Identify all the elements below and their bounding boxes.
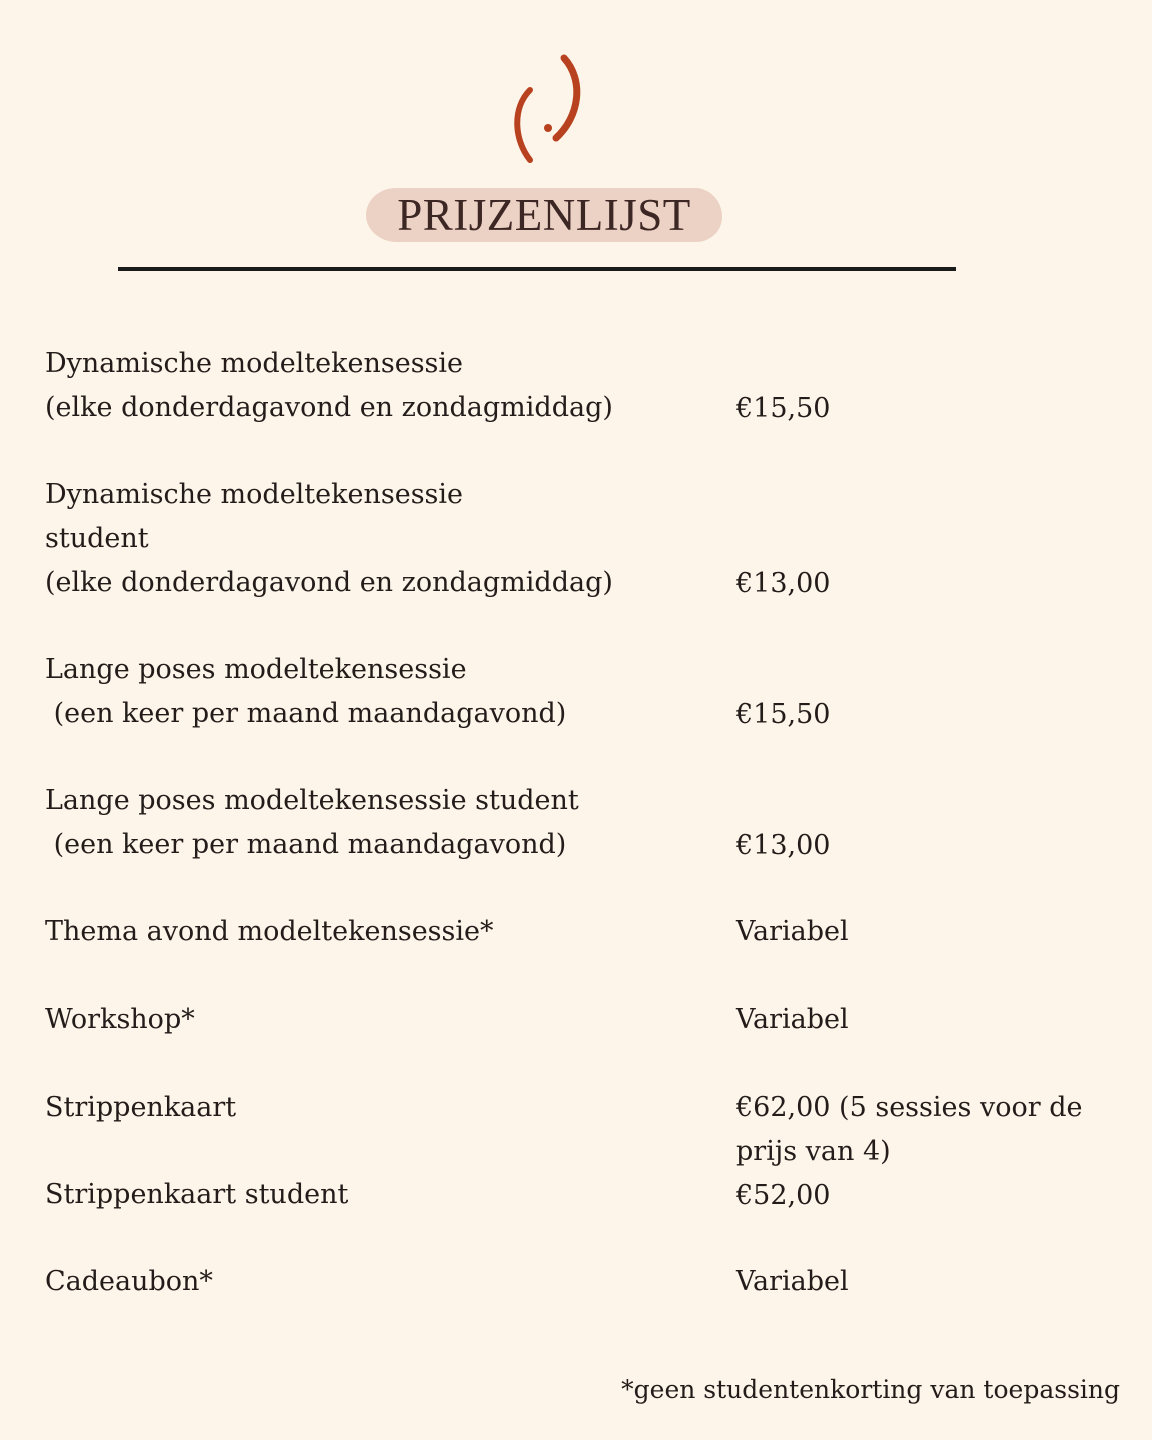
item-7-price-line-1: €62,00 (5 sessies voor de: [736, 1092, 1083, 1123]
item-1-name-line-1: Dynamische modeltekensessie: [45, 348, 464, 379]
item-9-price: Variabel: [736, 1266, 849, 1297]
title-badge: [366, 188, 722, 242]
item-4-name-line-2: (een keer per maand maandagavond): [45, 829, 567, 860]
item-8-price: €52,00: [736, 1180, 831, 1211]
item-7-name: Strippenkaart: [45, 1092, 237, 1123]
footnote: *geen studentenkorting van toepassing: [621, 1375, 1120, 1404]
item-6-price: Variabel: [736, 1004, 849, 1035]
item-5-name: Thema avond modeltekensessie*: [45, 916, 494, 947]
item-3-name-line-1: Lange poses modeltekensessie: [45, 654, 467, 685]
item-9-name: Cadeaubon*: [45, 1266, 213, 1297]
item-4-name-line-1: Lange poses modeltekensessie student: [45, 785, 579, 816]
item-2-name-line-3: (elke donderdagavond en zondagmiddag): [45, 567, 613, 598]
page-title: PRIJZENLIJST: [397, 190, 691, 240]
item-7-price-line-2: prijs van 4): [736, 1136, 891, 1167]
item-4-price: €13,00: [736, 830, 831, 861]
item-2-price: €13,00: [736, 568, 831, 599]
item-3-price: €15,50: [736, 699, 831, 730]
item-1-name-line-2: (elke donderdagavond en zondagmiddag): [45, 392, 613, 423]
item-8-name: Strippenkaart student: [45, 1179, 349, 1210]
item-6-name: Workshop*: [45, 1004, 195, 1035]
item-1-price: €15,50: [736, 393, 831, 424]
item-3-name-line-2: (een keer per maand maandagavond): [45, 698, 567, 729]
item-5-price: Variabel: [736, 916, 849, 947]
title-divider: [118, 267, 956, 271]
parenthesis-dot-logo: [508, 50, 592, 168]
item-2-name-line-2: student: [45, 523, 149, 554]
item-2-name-line-1: Dynamische modeltekensessie: [45, 479, 464, 510]
